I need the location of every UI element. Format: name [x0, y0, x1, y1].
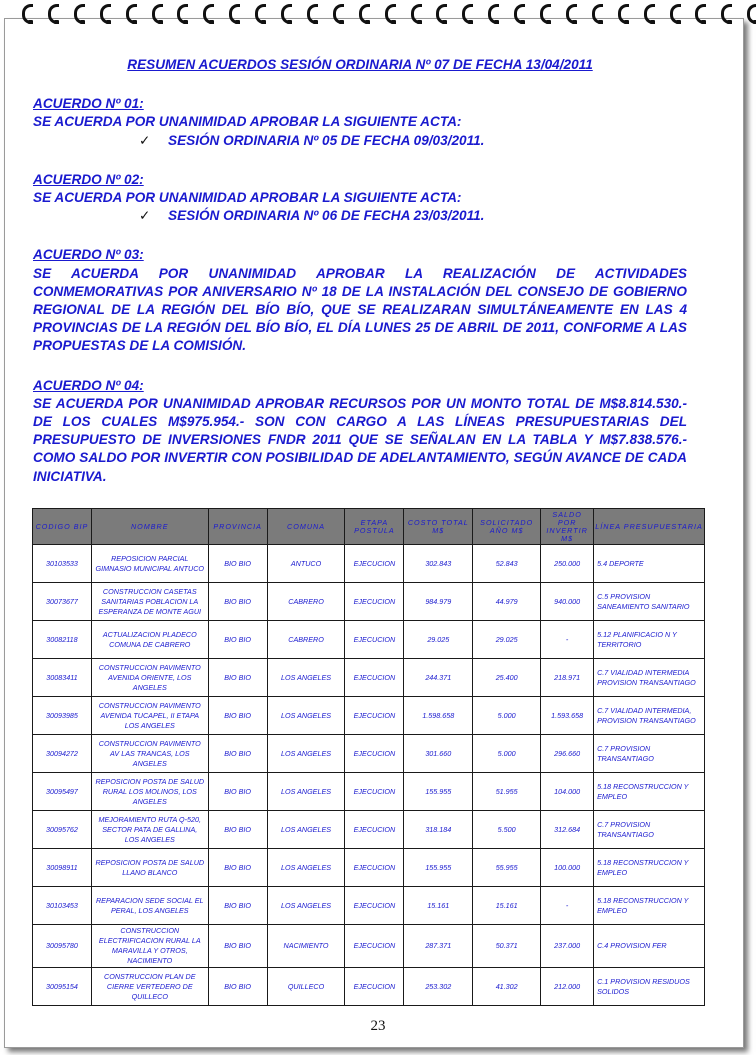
- table-cell: LOS ANGELES: [267, 849, 345, 887]
- table-cell: -: [541, 621, 594, 659]
- table-cell: 30073677: [33, 583, 92, 621]
- table-cell: CONSTRUCCION ELECTRIFICACION RURAL LA MARAVILLA Y OTROS, NACIMIENTO: [91, 925, 208, 968]
- table-row: [33, 659, 705, 697]
- table-cell: C.7 PROVISION TRANSANTIAGO: [594, 735, 705, 773]
- table-cell: EJECUCION: [345, 697, 404, 735]
- column-header: LÍNEA PRESUPUESTARIA: [594, 509, 705, 545]
- table-cell: CONSTRUCCION PAVIMENTO AV LAS TRANCAS, LOS ANGELES: [91, 735, 208, 773]
- table-cell: 301.660: [404, 735, 473, 773]
- binding-ring-icon: [695, 4, 706, 24]
- table-cell: C.5 PROVISION SANEAMIENTO SANITARIO: [594, 583, 705, 621]
- agreement-heading: ACUERDO Nº 04:: [33, 377, 144, 393]
- table-cell: 302.843: [404, 545, 473, 583]
- table-cell: EJECUCION: [345, 735, 404, 773]
- agreement-03: [33, 246, 687, 355]
- binding-ring-icon: [721, 4, 732, 24]
- agreement-text: SE ACUERDA POR UNANIMIDAD APROBAR LA REALIZACIÓN DE ACTIVIDADES CONMEMORATIVAS POR ANIVERSARIO Nº 18 DE LA INSTALACIÓN DEL CONSEJO DE GOBIERNO REGIONAL DE LA REGIÓN DEL BÍO BÍO, QUE SE REALIZARAN SIMULTÁNEAMENTE EN LAS 4 PROVINCIAS DE LA REGIÓN DEL BÍO BÍO, EL DÍA LUNES 25 DE ABRIL DE 2011, CONFORME A LAS PROPUESTAS DE LA COMISIÓN.: [33, 265, 687, 354]
- table-row: [33, 697, 705, 735]
- table-cell: 29.025: [404, 621, 473, 659]
- table-cell: EJECUCION: [345, 811, 404, 849]
- table-row: [33, 887, 705, 925]
- document-title: RESUMEN ACUERDOS SESIÓN ORDINARIA Nº 07 DE FECHA 13/04/2011: [127, 57, 593, 72]
- table-cell: BIO BIO: [208, 735, 267, 773]
- binding-ring-icon: [540, 4, 551, 24]
- agreement-02: [33, 171, 687, 226]
- table-cell: 50.371: [473, 925, 541, 968]
- table-cell: REPOSICION PARCIAL GIMNASIO MUNICIPAL ANTUCO: [91, 545, 208, 583]
- table-cell: 237.000: [541, 925, 594, 968]
- table-cell: BIO BIO: [208, 925, 267, 968]
- table-cell: 155.955: [404, 849, 473, 887]
- table-cell: 218.971: [541, 659, 594, 697]
- agreement-item: [33, 132, 687, 150]
- table-cell: 30094272: [33, 735, 92, 773]
- table-row: [33, 811, 705, 849]
- table-cell: LOS ANGELES: [267, 697, 345, 735]
- table-cell: 296.660: [541, 735, 594, 773]
- table-cell: 155.955: [404, 773, 473, 811]
- table-cell: 29.025: [473, 621, 541, 659]
- table-cell: 30095762: [33, 811, 92, 849]
- checkmark-icon: ✓: [139, 208, 151, 224]
- binding-ring-icon: [618, 4, 629, 24]
- table-cell: 15.161: [404, 887, 473, 925]
- table-cell: 15.161: [473, 887, 541, 925]
- table-cell: MEJORAMIENTO RUTA Q-520, SECTOR PATA DE GALLINA, LOS ANGELES: [91, 811, 208, 849]
- table-cell: LOS ANGELES: [267, 773, 345, 811]
- table-cell: BIO BIO: [208, 968, 267, 1006]
- table-row: [33, 545, 705, 583]
- table-header-row: [33, 509, 705, 545]
- table-cell: 51.955: [473, 773, 541, 811]
- table-cell: LOS ANGELES: [267, 887, 345, 925]
- table-cell: BIO BIO: [208, 887, 267, 925]
- binding-ring-icon: [152, 4, 163, 24]
- agreement-text: SE ACUERDA POR UNANIMIDAD APROBAR LA SIGUIENTE ACTA:: [33, 114, 462, 130]
- column-header: NOMBRE: [91, 509, 208, 545]
- agreement-item-text: SESIÓN ORDINARIA Nº 06 DE FECHA 23/03/2011.: [168, 208, 485, 224]
- table-cell: 30083411: [33, 659, 92, 697]
- binding-ring-icon: [644, 4, 655, 24]
- table-row: [33, 735, 705, 773]
- table-cell: 30095780: [33, 925, 92, 968]
- table-cell: 253.302: [404, 968, 473, 1006]
- column-header: PROVINCIA: [208, 509, 267, 545]
- table-cell: EJECUCION: [345, 849, 404, 887]
- agreement-heading: ACUERDO Nº 01:: [33, 96, 144, 112]
- table-cell: 5.000: [473, 697, 541, 735]
- table-cell: 940.000: [541, 583, 594, 621]
- binding-ring-icon: [566, 4, 577, 24]
- table-cell: BIO BIO: [208, 659, 267, 697]
- table-cell: EJECUCION: [345, 545, 404, 583]
- table-cell: 212.000: [541, 968, 594, 1006]
- table-cell: REPOSICION POSTA DE SALUD LLANO BLANCO: [91, 849, 208, 887]
- column-header: SOLICITADO AÑO M$: [473, 509, 541, 545]
- table-cell: EJECUCION: [345, 659, 404, 697]
- table-cell: REPARACION SEDE SOCIAL EL PERAL, LOS ANGELES: [91, 887, 208, 925]
- table-cell: 25.400: [473, 659, 541, 697]
- table-cell: BIO BIO: [208, 583, 267, 621]
- table-cell: -: [541, 887, 594, 925]
- table-cell: 287.371: [404, 925, 473, 968]
- binding-ring-icon: [307, 4, 318, 24]
- table-cell: EJECUCION: [345, 968, 404, 1006]
- table-cell: 44.979: [473, 583, 541, 621]
- table-cell: ANTUCO: [267, 545, 345, 583]
- table-cell: C.7 VIALIDAD INTERMEDIA, PROVISION TRANSANTIAGO: [594, 697, 705, 735]
- binding-ring-icon: [385, 4, 396, 24]
- agreement-item: [33, 207, 687, 225]
- agreement-04: [33, 377, 687, 486]
- table-cell: EJECUCION: [345, 773, 404, 811]
- checkmark-icon: ✓: [139, 132, 151, 148]
- binding-ring-icon: [592, 4, 603, 24]
- table-cell: CONSTRUCCION PAVIMENTO AVENIDA TUCAPEL, II ETAPA LOS ANGELES: [91, 697, 208, 735]
- document-body: [33, 56, 687, 486]
- table-cell: CONSTRUCCION PLAN DE CIERRE VERTEDERO DE QUILLECO: [91, 968, 208, 1006]
- table-cell: CONSTRUCCION CASETAS SANITARIAS POBLACION LA ESPERANZA DE MONTE AGUI: [91, 583, 208, 621]
- table-cell: BIO BIO: [208, 811, 267, 849]
- table-cell: 30095497: [33, 773, 92, 811]
- binding-ring-icon: [100, 4, 111, 24]
- table-cell: LOS ANGELES: [267, 659, 345, 697]
- table-cell: 5.500: [473, 811, 541, 849]
- binding-ring-icon: [281, 4, 292, 24]
- table-cell: 318.184: [404, 811, 473, 849]
- binding-ring-icon: [229, 4, 240, 24]
- table-cell: 30103533: [33, 545, 92, 583]
- binding-ring-icon: [333, 4, 344, 24]
- table-cell: 100.000: [541, 849, 594, 887]
- binding-ring-icon: [462, 4, 473, 24]
- table-cell: 1.593.658: [541, 697, 594, 735]
- table-cell: 30098911: [33, 849, 92, 887]
- binding-ring-icon: [177, 4, 188, 24]
- table-cell: REPOSICION POSTA DE SALUD RURAL LOS MOLINOS, LOS ANGELES: [91, 773, 208, 811]
- agreement-heading: ACUERDO Nº 02:: [33, 171, 144, 187]
- table-cell: 5.18 RECONSTRUCCION Y EMPLEO: [594, 773, 705, 811]
- table-cell: 1.598.658: [404, 697, 473, 735]
- table-cell: EJECUCION: [345, 887, 404, 925]
- binding-ring-icon: [255, 4, 266, 24]
- column-header: COMUNA: [267, 509, 345, 545]
- column-header: ETAPA POSTULA: [345, 509, 404, 545]
- agreement-text: SE ACUERDA POR UNANIMIDAD APROBAR RECURSOS POR UN MONTO TOTAL DE M$8.814.530.- DE LOS CUALES M$975.954.- SON CON CARGO A LAS LÍNEAS PRESUPUESTARIAS DEL PRESUPUESTO DE INVERSIONES FNDR 2011 QUE SE SEÑALAN EN LA TABLA Y M$7.838.576.- COMO SALDO POR INVERTIR CON POSIBILIDAD DE ADELANTAMIENTO, SEGÚN AVANCE DE CADA INICIATIVA.: [33, 395, 687, 484]
- table-cell: 41.302: [473, 968, 541, 1006]
- binding-ring-icon: [126, 4, 137, 24]
- table-cell: 244.371: [404, 659, 473, 697]
- binding-ring-icon: [747, 4, 756, 24]
- table-cell: NACIMIENTO: [267, 925, 345, 968]
- table-cell: C.1 PROVISION RESIDUOS SOLIDOS: [594, 968, 705, 1006]
- column-header: CODIGO BIP: [33, 509, 92, 545]
- binding-ring-icon: [670, 4, 681, 24]
- table-cell: BIO BIO: [208, 621, 267, 659]
- page-number: 23: [370, 1018, 386, 1034]
- table-row: [33, 621, 705, 659]
- table-cell: 52.843: [473, 545, 541, 583]
- table-cell: C.7 PROVISION TRANSANTIAGO: [594, 811, 705, 849]
- table-cell: C.4 PROVISION FER: [594, 925, 705, 968]
- table-cell: CONSTRUCCION PAVIMENTO AVENIDA ORIENTE, LOS ANGELES: [91, 659, 208, 697]
- table-cell: CABRERO: [267, 583, 345, 621]
- table-cell: BIO BIO: [208, 773, 267, 811]
- table-cell: BIO BIO: [208, 697, 267, 735]
- table-row: [33, 968, 705, 1006]
- spiral-binding: [0, 0, 756, 30]
- table-row: [33, 583, 705, 621]
- table-cell: EJECUCION: [345, 583, 404, 621]
- binding-ring-icon: [436, 4, 447, 24]
- table-cell: CABRERO: [267, 621, 345, 659]
- agreement-text: SE ACUERDA POR UNANIMIDAD APROBAR LA SIGUIENTE ACTA:: [33, 190, 462, 206]
- agreement-heading: ACUERDO Nº 03:: [33, 247, 144, 263]
- table-cell: 5.12 PLANIFICACIO N Y TERRITORIO: [594, 621, 705, 659]
- table-cell: C.7 VIALIDAD INTERMEDIA PROVISION TRANSANTIAGO: [594, 659, 705, 697]
- table-row: [33, 849, 705, 887]
- table-cell: BIO BIO: [208, 849, 267, 887]
- table-cell: 5.18 RECONSTRUCCION Y EMPLEO: [594, 849, 705, 887]
- table-cell: 30103453: [33, 887, 92, 925]
- table-cell: 250.000: [541, 545, 594, 583]
- table-cell: 30082118: [33, 621, 92, 659]
- table-cell: 312.684: [541, 811, 594, 849]
- binding-ring-icon: [22, 4, 33, 24]
- binding-ring-icon: [48, 4, 59, 24]
- table-cell: EJECUCION: [345, 621, 404, 659]
- table-cell: 984.979: [404, 583, 473, 621]
- binding-ring-icon: [488, 4, 499, 24]
- table-cell: LOS ANGELES: [267, 811, 345, 849]
- table-row: [33, 773, 705, 811]
- agreement-01: [33, 95, 687, 150]
- table-cell: 55.955: [473, 849, 541, 887]
- binding-ring-icon: [359, 4, 370, 24]
- projects-table: [32, 508, 705, 1006]
- binding-ring-icon: [74, 4, 85, 24]
- column-header: COSTO TOTAL M$: [404, 509, 473, 545]
- table-row: [33, 925, 705, 968]
- table-cell: ACTUALIZACION PLADECO COMUNA DE CABRERO: [91, 621, 208, 659]
- column-header: SALDO POR INVERTIR M$: [541, 509, 594, 545]
- table-cell: EJECUCION: [345, 925, 404, 968]
- table-cell: BIO BIO: [208, 545, 267, 583]
- table-cell: LOS ANGELES: [267, 735, 345, 773]
- table-cell: 30095154: [33, 968, 92, 1006]
- table-cell: QUILLECO: [267, 968, 345, 1006]
- table-cell: 30093985: [33, 697, 92, 735]
- binding-ring-icon: [514, 4, 525, 24]
- table-cell: 104.000: [541, 773, 594, 811]
- table-cell: 5.000: [473, 735, 541, 773]
- table-cell: 5.4 DEPORTE: [594, 545, 705, 583]
- agreement-item-text: SESIÓN ORDINARIA Nº 05 DE FECHA 09/03/2011.: [168, 132, 485, 148]
- table-cell: 5.18 RECONSTRUCCION Y EMPLEO: [594, 887, 705, 925]
- binding-ring-icon: [411, 4, 422, 24]
- binding-ring-icon: [203, 4, 214, 24]
